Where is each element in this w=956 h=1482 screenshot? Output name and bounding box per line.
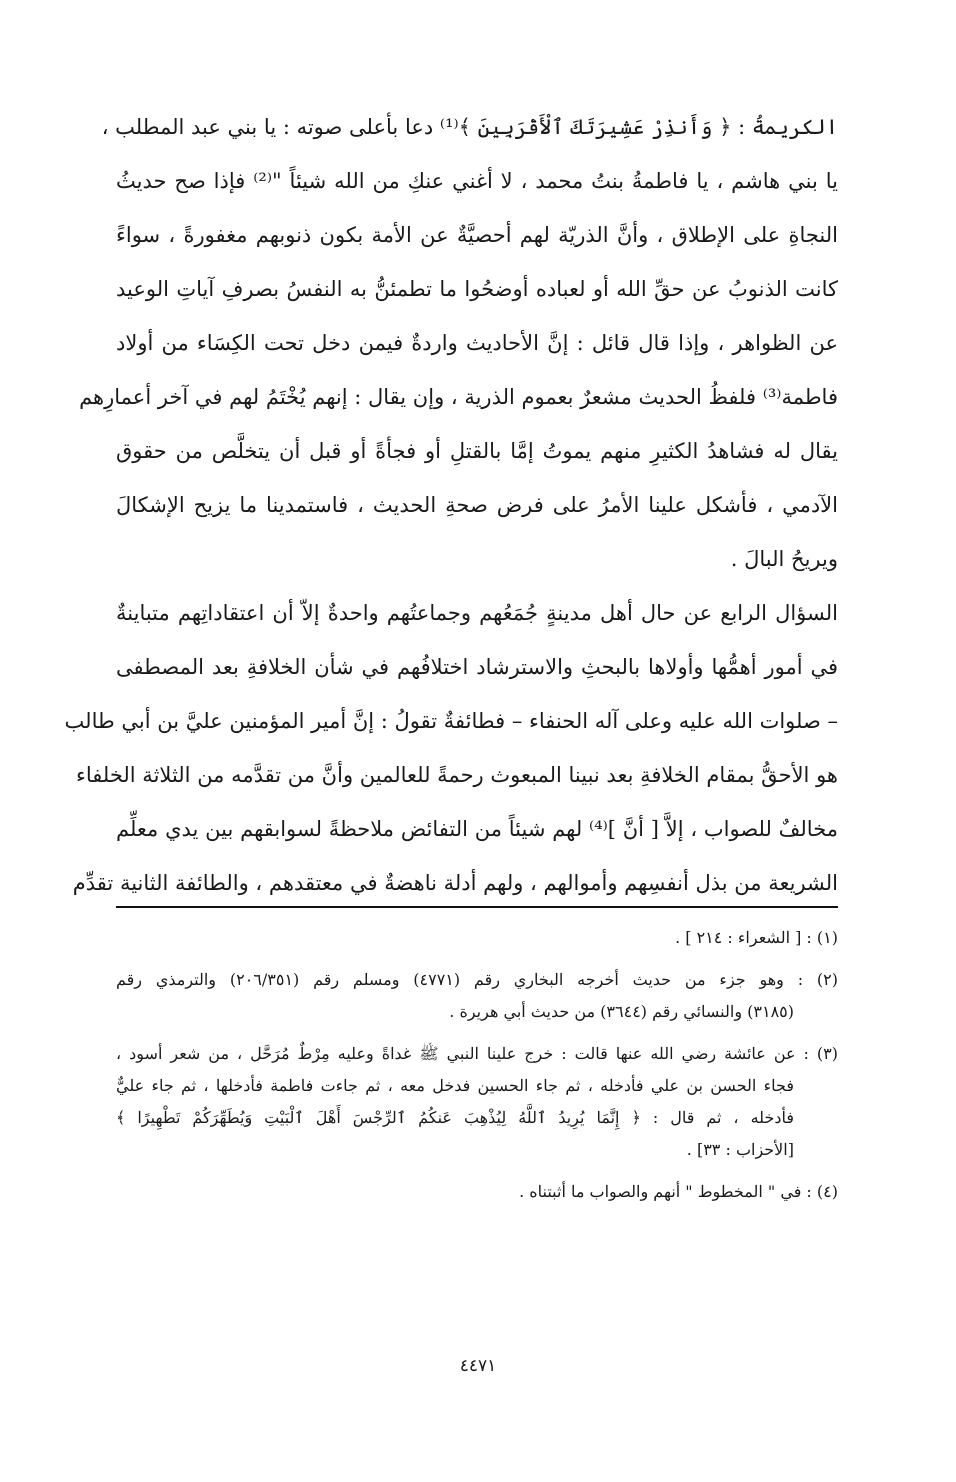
footnote-text: (٣) : عن عائشة رضي الله عنها قالت : خرج علينا النبي ﷺ غداةً وعليه مِرْطٌ مُرَحَّل ، من شعر أسود ، [116, 1044, 838, 1063]
text-line: السؤال الرابع عن حال أهل مدينةٍ جُمَعُهم وجماعتُهم واحدةٌ إلاّ أن اعتقاداتِهم متباينةٌ [116, 601, 838, 625]
text-line: هو الأحقُّ بمقام الخلافةِ بعد نبينا المبعوث رحمةً للعالمين وأنَّ من تقدَّمه من الثلاثة الخلفاء [76, 763, 838, 787]
footnote-text: (١) : [ الشعراء : ٢١٤ ] . [675, 928, 838, 947]
footnote-2 [116, 964, 838, 1028]
footnotes [116, 922, 838, 1218]
footnote-text: فجاء الحسن بن علي فأدخله ، ثم جاء الحسين فدخل معه ، ثم جاءت فاطمة فأدخلها ، ثم جاء عليٌّ [116, 1076, 794, 1095]
footnote-separator [116, 906, 838, 908]
main-text [64, 100, 839, 910]
text-line: مخالفٌ للصواب ، إلاَّ [ أنَّ ]⁽⁴⁾ لهم شيئاً من التفائض ملاحظةً لسوابقهم بين يدي معلِّم [116, 817, 839, 841]
text-line: – صلوات الله عليه وعلى آله الحنفاء – فطائفةٌ تقولُ : إنَّ أمير المؤمنين عليَّ بن أبي طالب [64, 709, 838, 733]
footnote-text: (٣١٨٥) والنسائي رقم (٣٦٤٤) من حديث أبي هريرة . [449, 1002, 794, 1021]
text-line: النجاةِ على الإطلاق ، وأنَّ الذريّة لهم أحصيَّةٌ عن الأمة بكون ذنوبهم مغفورةً ، سواءً [116, 223, 838, 247]
paragraph-1 [79, 100, 838, 586]
footnote-1 [116, 922, 838, 954]
text-line: كانت الذنوبُ عن حقِّ الله أو لعباده أوضحُوا ما تطمئنُّ به النفسُ بصرفِ آياتِ الوعيد [116, 277, 838, 301]
page-number: ٤٤٧١ [459, 1356, 497, 1376]
footnote-text: (٤) : في " المخطوط " أنهم والصواب ما أثبتناه . [519, 1182, 838, 1201]
paragraph-2 [64, 586, 839, 910]
text-line: ويريحُ البالَ . [730, 547, 838, 571]
footnote-4 [116, 1176, 838, 1208]
footnote-text: [الأحزاب : ٣٣] . [686, 1140, 794, 1159]
text-line: يا بني هاشم ، يا فاطمةُ بنتُ محمد ، لا أغني عنكِ من الله شيئاً "⁽²⁾ فإذا صح حديثُ [116, 169, 838, 193]
footnote-text: فأدخله ، ثم قال : ﴿ إِنَّمَا يُرِيدُ ٱللَّهُ لِيُذْهِبَ عَنكُمُ ٱلرِّجْسَ أَهْلَ ٱلْبَيْتِ وَيُطَهِّرَكُمْ تَطْهِيرًا ﴾ [116, 1108, 794, 1127]
text-line: الكريمةُ : ﴿ وَأَنذِرْ عَشِيرَتَكَ ٱلْأَقْرَبِينَ ﴾⁽¹⁾ دعا بأعلى صوته : يا بني عبد المطلب ، [101, 115, 838, 139]
text-line: يقال له فشاهدُ الكثيرِ منهم يموتُ إمَّا بالقتلِ أو فجأةً أو قبل أن يتخلَّص من حقوق [116, 439, 838, 463]
text-line: فاطمة⁽³⁾ فلفظُ الحديث مشعرٌ بعموم الذرية ، وإن يقال : إنهم يُخْتَمُ لهم في آخر أعمارِهم [79, 385, 838, 409]
text-line: الشريعة من بذل أنفسِهم وأموالهم ، ولهم أدلة ناهضةٌ في معتقدهم ، والطائفة الثانية تقدِّم [72, 871, 838, 895]
text-line: عن الظواهر ، وإذا قال قائل : إنَّ الأحاديث واردةٌ فيمن دخل تحت الكِسَاء من أولاد [116, 331, 838, 355]
footnote-text: (٢) : وهو جزء من حديث أخرجه البخاري رقم (٤٧٧١) ومسلم رقم (٢٠٦/٣٥١) والترمذي رقم [116, 970, 839, 989]
text-line: الآدمي ، فأشكل علينا الأمرُ على فرض صحةِ الحديث ، فاستمدينا ما يزيح الإشكالَ [116, 493, 838, 517]
text-line: في أمور أهمُّها وأولاها بالبحثِ والاسترشاد اختلافُهم في شأن الخلافةِ بعد المصطفى [116, 655, 838, 679]
footnote-3 [116, 1038, 838, 1166]
